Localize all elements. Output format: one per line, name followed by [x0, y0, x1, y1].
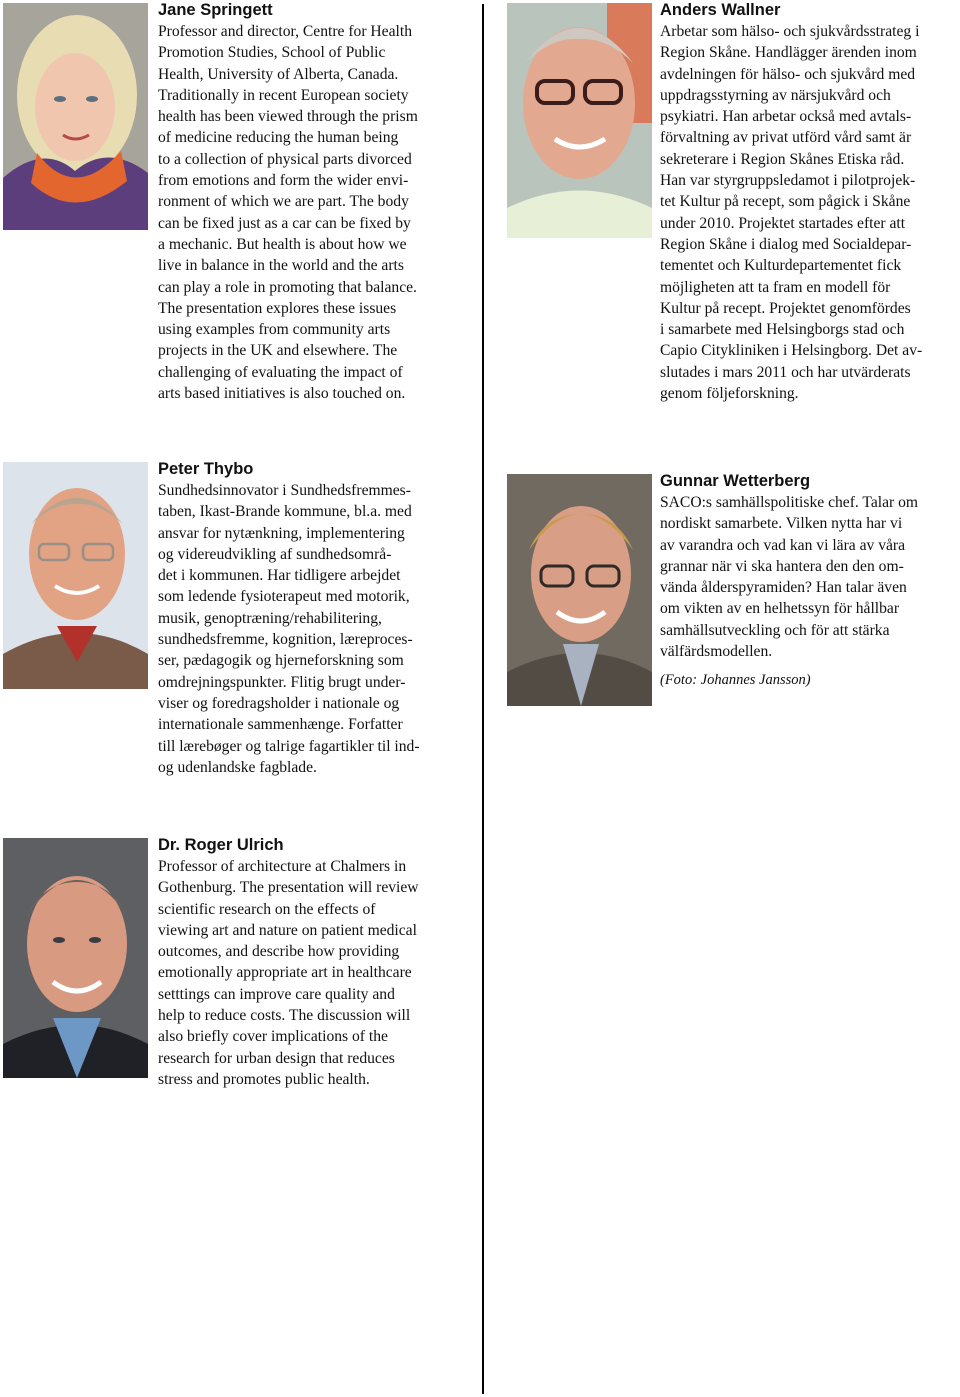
portrait-gunnar-wetterberg	[507, 474, 652, 706]
bio-text: Sundhedsinnovator i Sundhedsfremmes- taben, Ikast-Brande kommune, bl.a. med ansvar for nytænkning, implementering og videreudvikling af sundhedsområ- det i kommunen. Har tidligere arbejdet som ledende fysioterapeut med motorik, musik, genoptræning/rehabilitering, sundhedsfremme, kognition, læreproces- ser, pædagogik og hjerneforskning som omdrejningspunkter. Flitig brugt under- viser og foredragsholder i nationale og internationale sammenhænge. Forfatter till lærebøger og talrige fagartikler til ind- og udenlandske fagblade.	[158, 482, 420, 776]
portrait-jane-springett	[3, 3, 148, 230]
bio-jane-springett	[158, 0, 478, 404]
bio-anders-wallner	[660, 0, 960, 404]
person-name: Dr. Roger Ulrich	[158, 836, 284, 854]
portrait-anders-wallner	[507, 3, 652, 238]
person-name: Peter Thybo	[158, 460, 254, 478]
portrait-roger-ulrich	[3, 838, 148, 1078]
photo-credit: (Foto: Johannes Jansson)	[660, 672, 811, 689]
bio-peter-thybo	[158, 459, 478, 778]
bio-text: Professor of architecture at Chalmers in Gothenburg. The presentation will review scientific research on the effects of viewing art and nature on patient medical outcomes, and describe how providing emotionally appropriate art in healthcare setttings can improve care quality and help to reduce costs. The discussion will also briefly cover implications of the research for urban design that reduces stress and promotes public health.	[158, 858, 419, 1088]
person-name: Anders Wallner	[660, 1, 781, 19]
column-divider	[482, 4, 484, 1394]
person-name: Jane Springett	[158, 1, 273, 19]
bio-text: Professor and director, Centre for Health Promotion Studies, School of Public Health, University of Alberta, Canada. Traditionally in recent European society health has been viewed through the prism of medicine reducing the human being to a collection of physical parts divorced from emotions and form the wider envi- ronment of which we are part. The body can be fixed just as a car can be fixed by a mechanic. But health is about how we live in balance in the world and the arts can play a role in promoting that balance. The presentation explores these issues using examples from community arts projects in the UK and elsewhere. The challenging of evaluating the impact of arts based initiatives is also touched on.	[158, 23, 418, 403]
portrait-peter-thybo	[3, 462, 148, 689]
bio-gunnar-wetterberg	[660, 471, 960, 690]
bio-text: SACO:s samhällspolitiske chef. Talar om nordiskt samarbete. Vilken nytta har vi av varandra och vad kan vi lära av våra grannar när vi ska hantera den den om- vända ålderspyramiden? Han talar även om vikten av en helhetssyn för hållbar samhällsutveckling och för att stärka välfärdsmodellen.	[660, 494, 919, 661]
bio-roger-ulrich	[158, 835, 478, 1090]
person-name: Gunnar Wetterberg	[660, 472, 811, 490]
bio-text: Arbetar som hälso- och sjukvårdsstrateg i Region Skåne. Handlägger ärenden inom avdelningen för hälso- och sjukvård med uppdragsstyrning av närsjukvård och psykiatri. Han arbetar också med avtals- förvaltning av privat utförd vård samt är sekreterare i Region Skånes Etiska råd. Han var styrgruppsledamot i pilotprojek- tet Kultur på recept, som pågick i Skåne under 2010. Projektet startades efter att Region Skåne i dialog med Socialdepar- tementet och Kulturdepartementet fick möjligheten att ta fram en modell för Kultur på recept. Projektet genomfördes i samarbete med Helsingborgs stad och Capio Citykliniken i Helsingborg. Det av- slutades i mars 2011 och har utvärderats genom följeforskning.	[660, 23, 923, 403]
